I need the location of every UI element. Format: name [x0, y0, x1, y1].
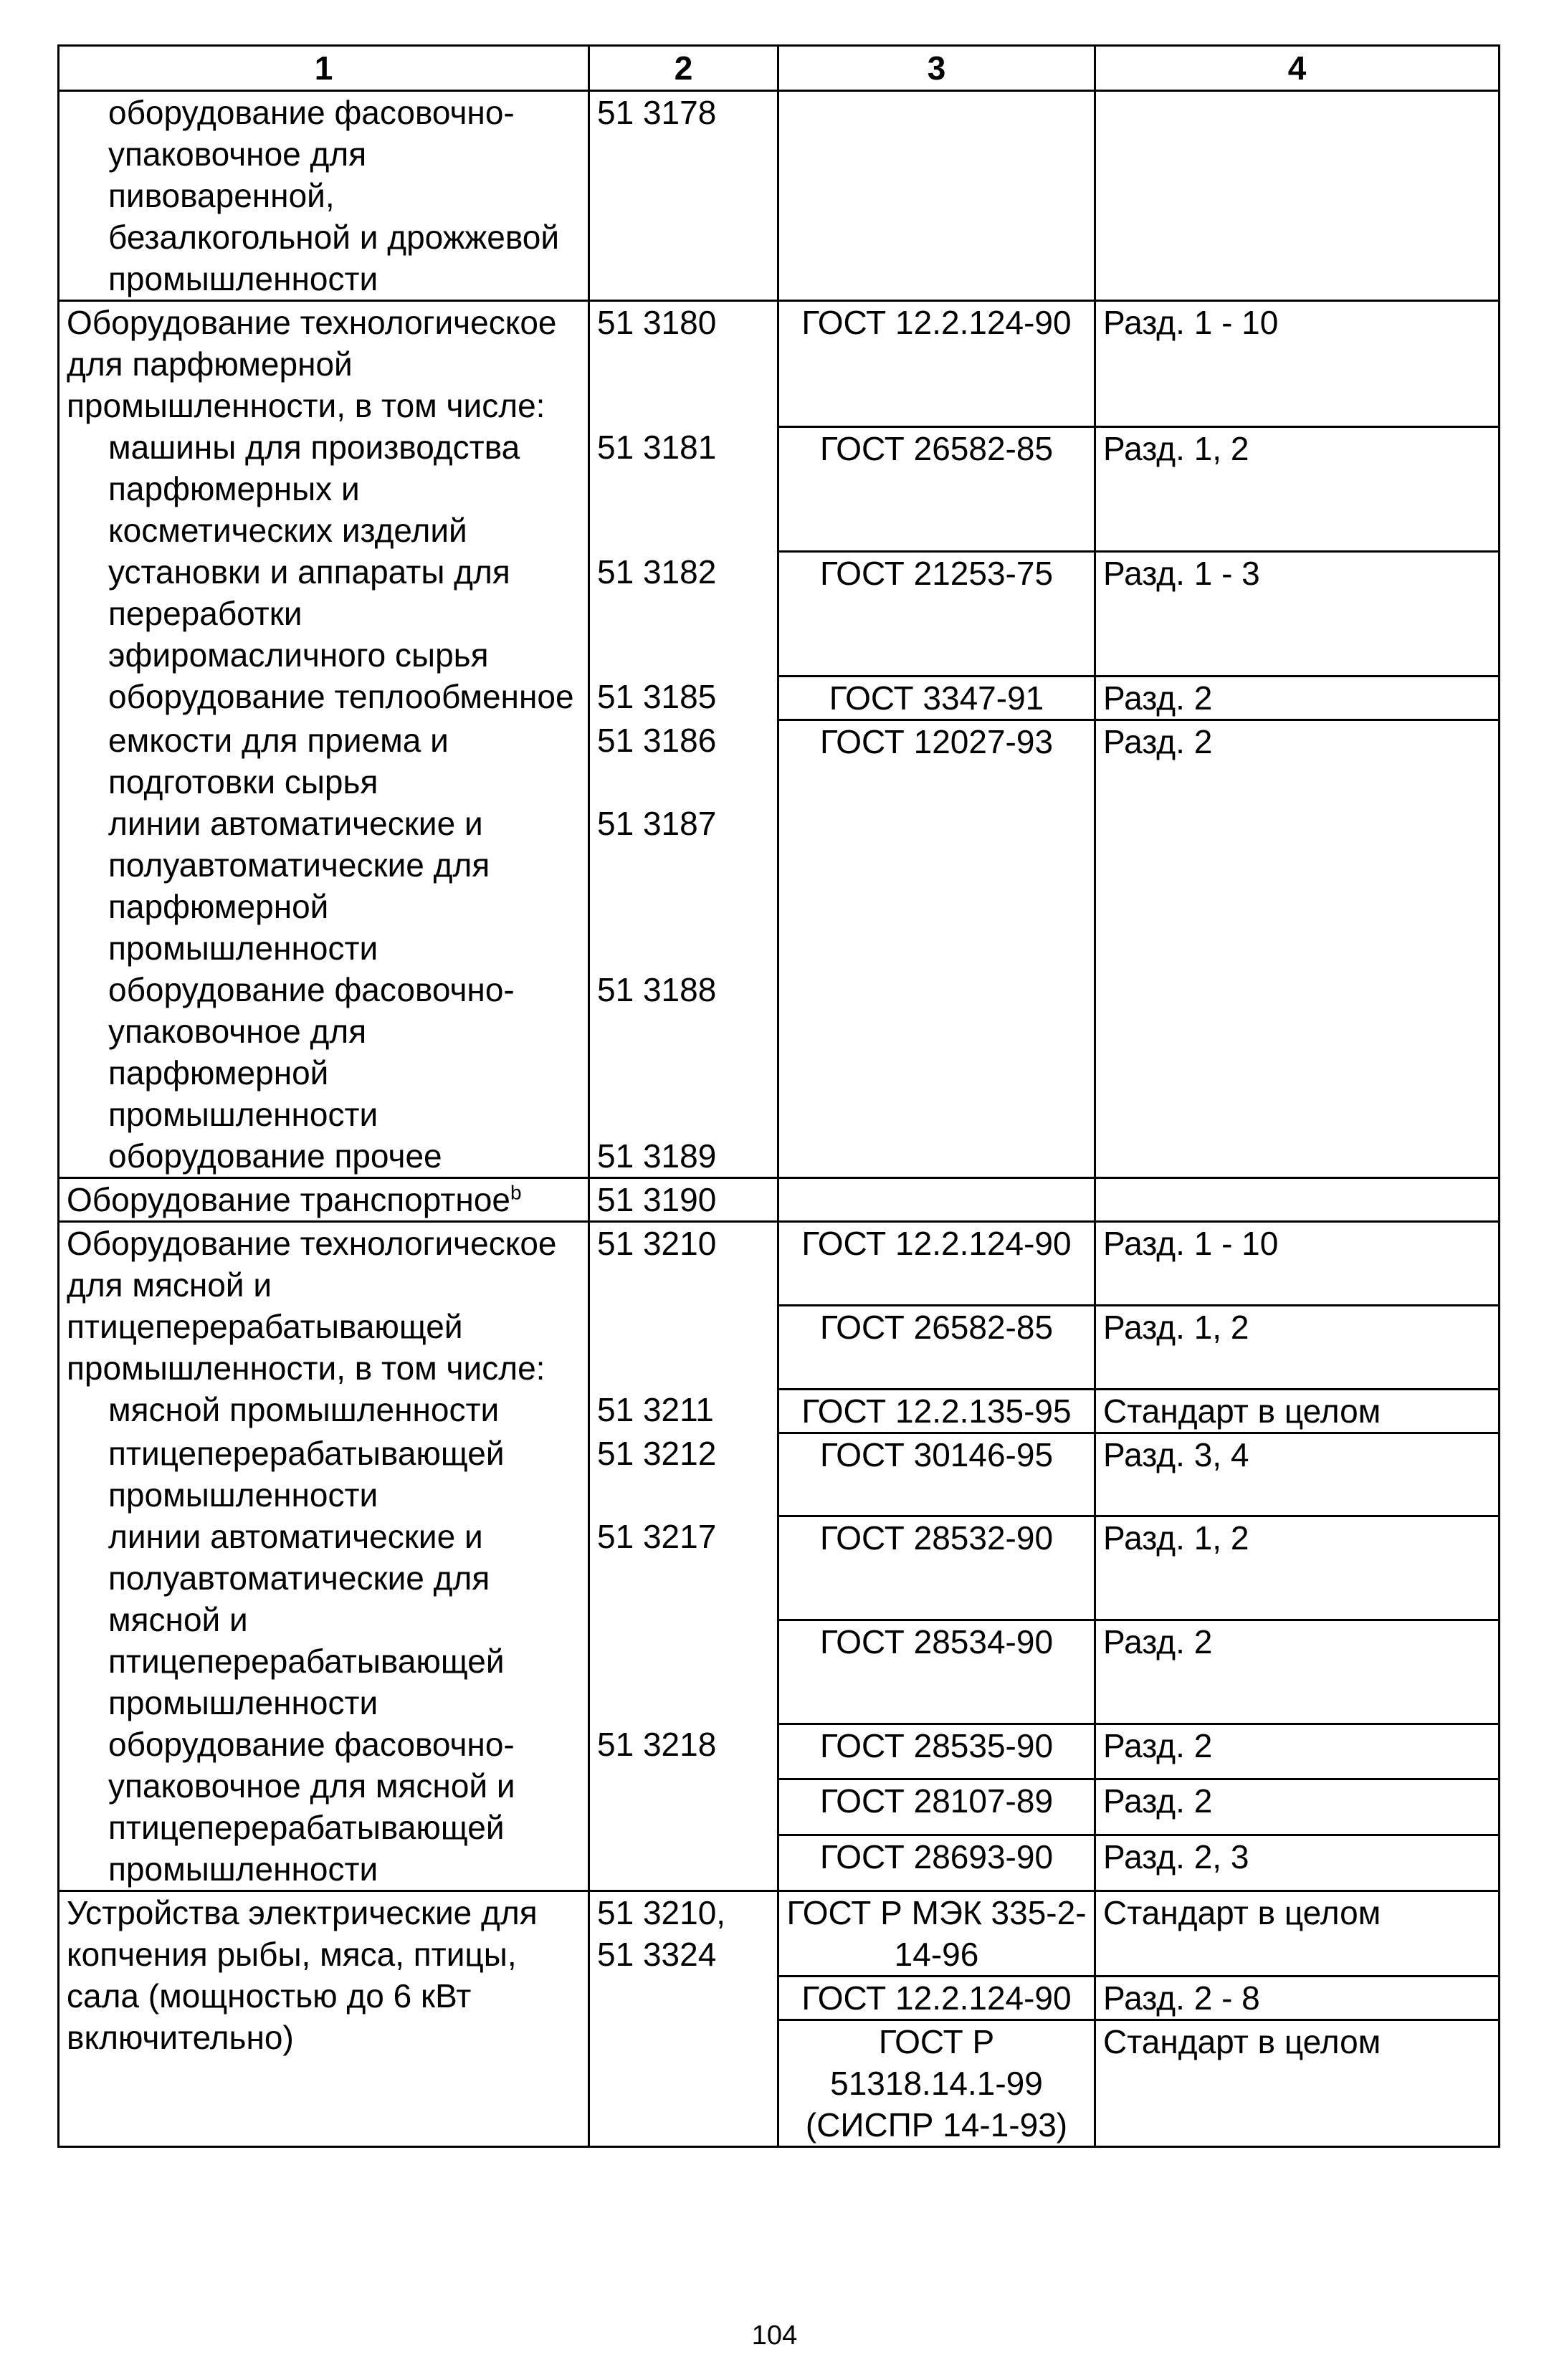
okp-code: 51 3217 [589, 1516, 778, 1724]
section-ref: Разд. 2 [1095, 720, 1500, 1178]
equipment-name: оборудование прочее [59, 1135, 589, 1178]
okp-code: 51 3185 [589, 676, 778, 720]
section-ref: Разд. 2 [1095, 1620, 1500, 1724]
column-header: 4 [1095, 46, 1500, 91]
equipment-name: линии автоматические и полуавтоматические для мясной и птицеперерабатывающей промышленности [59, 1516, 589, 1724]
table-row [59, 1222, 1500, 1306]
standard-ref: ГОСТ 21253-75 [778, 551, 1095, 676]
okp-code: 51 3189 [589, 1135, 778, 1178]
okp-code: 51 3218 [589, 1724, 778, 1891]
equipment-name: Устройства электрические для копчения рыбы, мяса, птицы, сала (мощностью до 6 кВт включительно) [59, 1891, 589, 2147]
section-ref: Разд. 1, 2 [1095, 1305, 1500, 1389]
okp-code: 51 3210 [589, 1222, 778, 1390]
okp-code-line: 51 3324 [597, 1936, 717, 1973]
equipment-name: птицеперерабатывающей промышленности [59, 1433, 589, 1516]
table-row [59, 91, 1500, 301]
section-ref: Стандарт в целом [1095, 1891, 1500, 1977]
okp-code: 51 3190 [589, 1178, 778, 1222]
standard-cell [778, 91, 1095, 301]
section-ref: Разд. 2 - 8 [1095, 1977, 1500, 2020]
okp-code: 51 3180 [589, 301, 778, 427]
okp-code-line: 51 3210, [597, 1894, 726, 1931]
standard-cell [778, 1178, 1095, 1222]
section-ref: Стандарт в целом [1095, 1389, 1500, 1433]
section-ref: Разд. 2 [1095, 1779, 1500, 1835]
table-row [59, 1516, 1500, 1620]
standard-ref: ГОСТ 26582-85 [778, 426, 1095, 551]
equipment-name: установки и аппараты для переработки эфиромасличного сырья [59, 551, 589, 676]
okp-code: 51 3178 [589, 91, 778, 301]
standard-ref: ГОСТ 12027-93 [778, 720, 1095, 1178]
equipment-name: оборудование теплообменное [59, 676, 589, 720]
section-ref: Разд. 1 - 10 [1095, 301, 1500, 427]
okp-code: 51 3182 [589, 551, 778, 676]
section-ref: Разд. 2 [1095, 1724, 1500, 1779]
table-row [59, 720, 1500, 803]
equipment-name: линии автоматические и полуавтоматические для парфюмерной промышленности [59, 803, 589, 969]
column-header: 2 [589, 46, 778, 91]
section-ref: Разд. 1 - 3 [1095, 551, 1500, 676]
table-header-row [59, 46, 1500, 91]
section-ref: Разд. 2 [1095, 676, 1500, 720]
section-ref: Разд. 1, 2 [1095, 426, 1500, 551]
standard-ref: ГОСТ 28534-90 [778, 1620, 1095, 1724]
equipment-name: оборудование фасовочно-упаковочное для парфюмерной промышленности [59, 969, 589, 1135]
equipment-name: мясной промышленности [59, 1389, 589, 1433]
standard-ref: ГОСТ 28532-90 [778, 1516, 1095, 1620]
table-row [59, 1178, 1500, 1222]
okp-code: 51 3186 [589, 720, 778, 803]
standard-ref: ГОСТ 3347-91 [778, 676, 1095, 720]
table-row [59, 426, 1500, 551]
section-ref: Стандарт в целом [1095, 2020, 1500, 2147]
standard-ref: ГОСТ 30146-95 [778, 1433, 1095, 1516]
footnote-marker: b [510, 1181, 522, 1204]
column-header: 3 [778, 46, 1095, 91]
section-cell [1095, 1178, 1500, 1222]
standard-ref: ГОСТ 28107-89 [778, 1779, 1095, 1835]
table-row [59, 1389, 1500, 1433]
equipment-name [59, 1178, 589, 1222]
table-row [59, 1891, 1500, 1977]
table-row [59, 1724, 1500, 1779]
equipment-name: оборудование фасовочно-упаковочное для мясной и птицеперерабатывающей промышленности [59, 1724, 589, 1891]
standard-ref: ГОСТ 12.2.124-90 [778, 1977, 1095, 2020]
table-row [59, 551, 1500, 676]
okp-code: 51 3187 [589, 803, 778, 969]
standard-ref: ГОСТ Р МЭК 335-2-14-96 [778, 1891, 1095, 1977]
standard-ref: ГОСТ 28693-90 [778, 1835, 1095, 1891]
standard-ref: ГОСТ 12.2.124-90 [778, 301, 1095, 427]
section-cell [1095, 91, 1500, 301]
equipment-name: емкости для приема и подготовки сырья [59, 720, 589, 803]
page-number: 104 [751, 2321, 798, 2351]
standards-table [57, 44, 1500, 2148]
section-ref: Разд. 1 - 10 [1095, 1222, 1500, 1306]
standard-ref: ГОСТ 12.2.135-95 [778, 1389, 1095, 1433]
equipment-name: Оборудование технологическое для мясной и птицеперерабатывающей промышленности, в том числе: [59, 1222, 589, 1390]
equipment-name: Оборудование технологическое для парфюмерной промышленности, в том числе: [59, 301, 589, 427]
table-row [59, 301, 1500, 427]
okp-code: 51 3188 [589, 969, 778, 1135]
section-ref: Разд. 1, 2 [1095, 1516, 1500, 1620]
section-ref: Разд. 2, 3 [1095, 1835, 1500, 1891]
standard-ref: ГОСТ 26582-85 [778, 1305, 1095, 1389]
okp-code: 51 3211 [589, 1389, 778, 1433]
table-row [59, 1433, 1500, 1516]
okp-code [589, 1891, 778, 2147]
table-row [59, 676, 1500, 720]
okp-code: 51 3181 [589, 426, 778, 551]
standard-ref: ГОСТ 12.2.124-90 [778, 1222, 1095, 1306]
okp-code: 51 3212 [589, 1433, 778, 1516]
standard-ref: ГОСТ Р 51318.14.1-99 (СИСПР 14-1-93) [778, 2020, 1095, 2147]
equipment-name: оборудование фасовочно-упаковочное для пивоваренной, безалкогольной и дрожжевой промышленности [59, 91, 589, 301]
equipment-name-text: Оборудование транспортное [67, 1181, 510, 1218]
column-header: 1 [59, 46, 589, 91]
standard-ref: ГОСТ 28535-90 [778, 1724, 1095, 1779]
section-ref: Разд. 3, 4 [1095, 1433, 1500, 1516]
equipment-name: машины для производства парфюмерных и косметических изделий [59, 426, 589, 551]
